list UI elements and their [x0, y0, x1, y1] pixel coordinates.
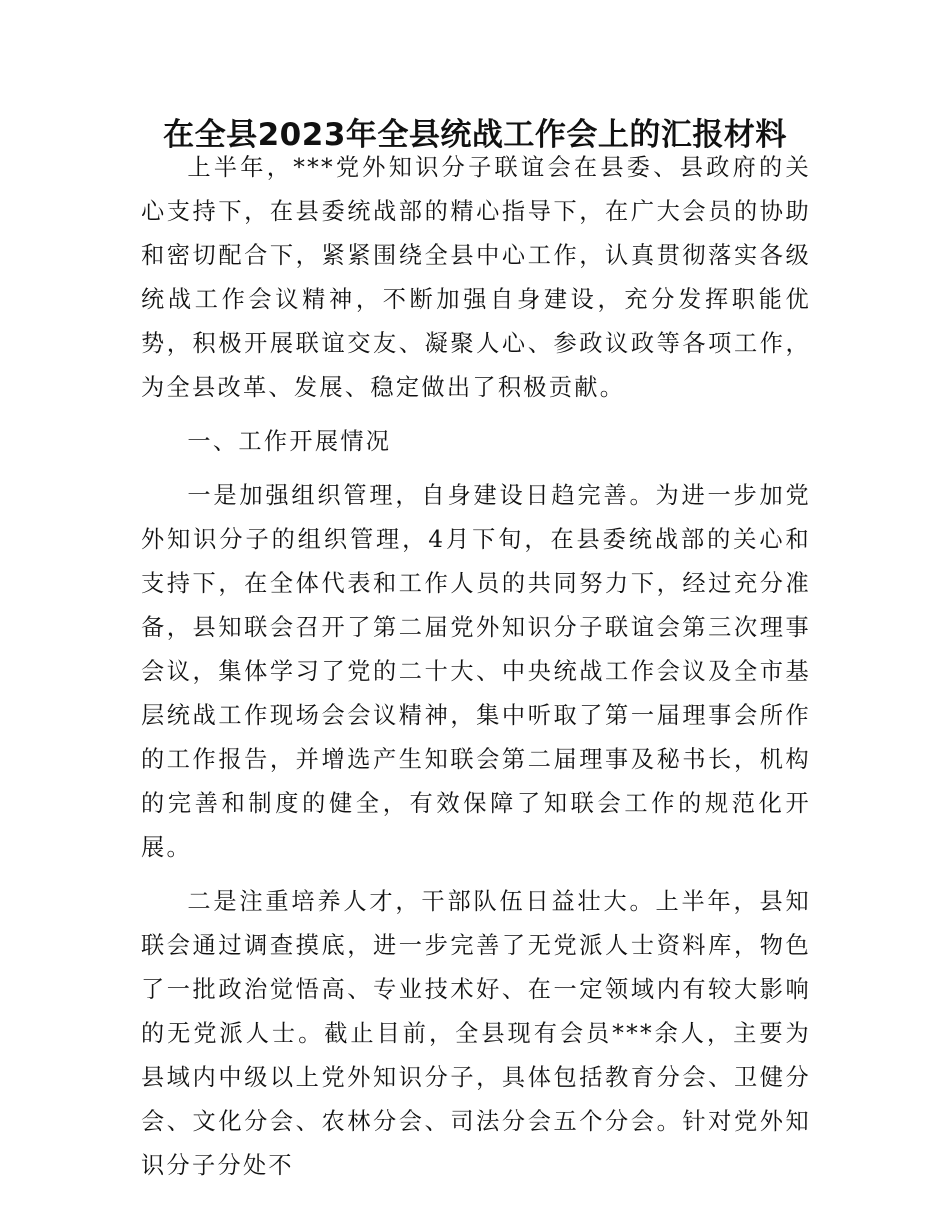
paragraph-talent: 二是注重培养人才，干部队伍日益壮大。上半年，县知联会通过调查摸底，进一步完善了无党派人士资料库，物色了一批政治觉悟高、专业技术好、在一定领域内有较大影响的无党派人士。截止目前，全县现有会员***余人，主要为县域内中级以上党外知识分子，具体包括教育分会、卫健分会、文化分会、农林分会、司法分会五个分会。针对党外知识分子分处不 — [141, 888, 811, 1179]
section-heading: 一、工作开展情况 — [187, 428, 392, 455]
document-body — [141, 146, 811, 1188]
paragraph-organization: 一是加强组织管理，自身建设日趋完善。为进一步加党外知识分子的组织管理，4月下旬，在县委统战部的关心和支持下，在全体代表和工作人员的共同努力下，经过充分准备，县知联会召开了第二届党外知识分子联谊会第三次理事会议，集体学习了党的二十大、中央统战工作会议及全市基层统战工作现场会会议精神，集中听取了第一届理事会所作的工作报告，并增选产生知联会第二届理事及秘书长，机构的完善和制度的健全，有效保障了知联会工作的规范化开展。 — [141, 482, 811, 861]
paragraph-intro: 上半年，***党外知识分子联谊会在县委、县政府的关心支持下，在县委统战部的精心指导下，在广大会员的协助和密切配合下，紧紧围绕全县中心工作，认真贯彻落实各级统战工作会议精神，不断加强自身建设，充分发挥职能优势，积极开展联谊交友、凝聚人心、参政议政等各项工作，为全县改革、发展、稳定做出了积极贡献。 — [141, 154, 811, 401]
document-title: 在全县2023年全县统战工作会上的汇报材料 — [163, 117, 787, 153]
